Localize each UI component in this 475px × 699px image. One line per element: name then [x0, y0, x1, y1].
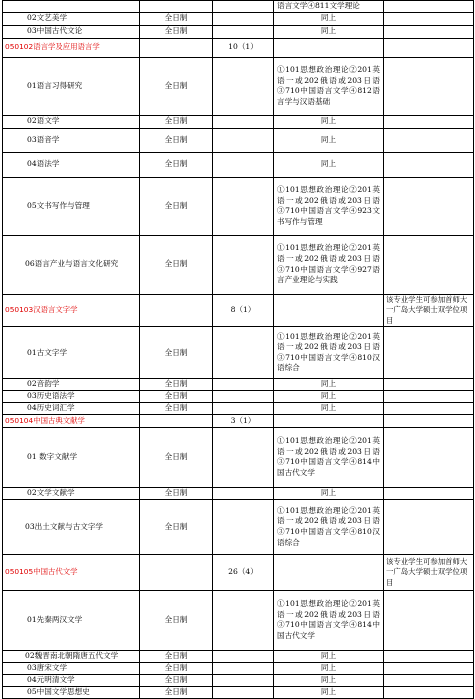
direction-row [3, 12, 474, 25]
major-row [3, 38, 474, 57]
mode-cell [140, 38, 213, 57]
direction-name: 03唐宋文学 [3, 662, 140, 674]
direction-row [3, 650, 474, 662]
direction-name: 02魏晋南北朝隋唐五代文学 [3, 650, 140, 662]
direction-name: 02文学文献学 [3, 487, 140, 499]
direction-name: 02文艺美学 [3, 12, 140, 25]
count-cell [213, 487, 274, 499]
exam-subjects: 同上 [274, 390, 384, 402]
count-cell [213, 499, 274, 554]
count-cell [213, 25, 274, 38]
direction-row [3, 235, 474, 294]
exam-subjects: 同上 [274, 128, 384, 152]
direction-row [3, 674, 474, 686]
exam-subjects: 同上 [274, 115, 384, 128]
study-mode: 全日制 [140, 590, 213, 650]
direction-name: 02音韵学 [3, 379, 140, 391]
remark-cell [384, 327, 474, 379]
remark-cell: 该专业学生可参加首师大一广岛大学硕士双学位项目 [384, 294, 474, 327]
direction-name: 03语音学 [3, 128, 140, 152]
remark-cell [384, 499, 474, 554]
study-mode [140, 1, 213, 13]
exam-subjects: 同上 [274, 402, 384, 414]
direction-row [3, 1, 474, 13]
remark-cell [384, 414, 474, 427]
exam-subjects: 同上 [274, 650, 384, 662]
study-mode: 全日制 [140, 686, 213, 698]
direction-name: 05中国文学思想史 [3, 686, 140, 698]
direction-name: 01语言习得研究 [3, 57, 140, 115]
major-name: 050105中国古代文学 [3, 554, 140, 590]
remark-cell [384, 12, 474, 25]
remark-cell [384, 152, 474, 177]
exam-subjects: ①101思想政治理论②201英语一或202俄语或203日语③710中国语言文学④812语言学与汉语基础 [274, 57, 384, 115]
direction-row [3, 25, 474, 38]
remark-cell [384, 402, 474, 414]
study-mode: 全日制 [140, 152, 213, 177]
remark-cell [384, 128, 474, 152]
remark-cell [384, 674, 474, 686]
remark-cell [384, 487, 474, 499]
count-cell [213, 12, 274, 25]
remark-cell: 该专业学生可参加首师大一广岛大学硕士双学位项目 [384, 554, 474, 590]
count-cell [213, 650, 274, 662]
direction-row [3, 327, 474, 379]
remark-cell [384, 390, 474, 402]
study-mode: 全日制 [140, 25, 213, 38]
mode-cell [140, 294, 213, 327]
exam-subjects: 同上 [274, 662, 384, 674]
direction-row [3, 177, 474, 235]
study-mode: 全日制 [140, 662, 213, 674]
study-mode: 全日制 [140, 57, 213, 115]
study-mode: 全日制 [140, 115, 213, 128]
direction-name: 02语文学 [3, 115, 140, 128]
exam-subjects: 同上 [274, 379, 384, 391]
direction-row [3, 115, 474, 128]
direction-row [3, 128, 474, 152]
exam-subjects: ①101思想政治理论②201英语一或202俄语或203日语③710中国语言文学④814中国古代文学 [274, 427, 384, 487]
exam-subjects: 同上 [274, 487, 384, 499]
count-cell [213, 115, 274, 128]
exam-subjects: 同上 [274, 686, 384, 698]
direction-name: 06语言产业与语言文化研究 [3, 235, 140, 294]
direction-name: 05文书写作与管理 [3, 177, 140, 235]
study-mode: 全日制 [140, 390, 213, 402]
study-mode: 全日制 [140, 177, 213, 235]
count-cell [213, 128, 274, 152]
study-mode: 全日制 [140, 379, 213, 391]
direction-name: 03出土文献与古文字学 [3, 499, 140, 554]
count-cell [213, 57, 274, 115]
exam-subjects: ①101思想政治理论②201英语一或202俄语或203日语③710中国语言文学④810汉语综合 [274, 327, 384, 379]
study-mode: 全日制 [140, 235, 213, 294]
study-mode: 全日制 [140, 402, 213, 414]
direction-name: 01 数字文献学 [3, 427, 140, 487]
direction-row [3, 57, 474, 115]
enrollment-count: 3（1） [213, 414, 274, 427]
direction-name: 03历史语法学 [3, 390, 140, 402]
direction-row [3, 686, 474, 698]
remark-cell [384, 650, 474, 662]
remark-cell [384, 57, 474, 115]
exam-subjects: ①101思想政治理论②201英语一或202俄语或203日语③710中国语言文学④810汉语综合 [274, 499, 384, 554]
remark-cell [384, 38, 474, 57]
study-mode: 全日制 [140, 12, 213, 25]
study-mode: 全日制 [140, 674, 213, 686]
count-cell [213, 402, 274, 414]
count-cell [213, 390, 274, 402]
exam-cell [274, 414, 384, 427]
exam-subjects: ①101思想政治理论②201英语一或202俄语或203日语③710中国语言文学④814中国古代文学 [274, 590, 384, 650]
direction-name: 04历史词汇学 [3, 402, 140, 414]
exam-cell [274, 554, 384, 590]
mode-cell [140, 414, 213, 427]
direction-row [3, 499, 474, 554]
direction-row [3, 379, 474, 391]
exam-subjects: ①101思想政治理论②201英语一或202俄语或203日语③710中国语言文学④923文书写作与管理 [274, 177, 384, 235]
remark-cell [384, 427, 474, 487]
remark-cell [384, 662, 474, 674]
exam-subjects: ①101思想政治理论②201英语一或202俄语或203日语③710中国语言文学④927语言产业理论与实践 [274, 235, 384, 294]
mode-cell [140, 554, 213, 590]
admissions-table [2, 0, 474, 699]
remark-cell [384, 115, 474, 128]
remark-cell [384, 25, 474, 38]
direction-name [3, 1, 140, 13]
direction-row [3, 152, 474, 177]
count-cell [213, 152, 274, 177]
direction-name: 01先秦两汉文学 [3, 590, 140, 650]
major-row [3, 554, 474, 590]
count-cell [213, 235, 274, 294]
major-name: 050102语言学及应用语言学 [3, 38, 140, 57]
enrollment-count: 26（4） [213, 554, 274, 590]
exam-subjects: 同上 [274, 152, 384, 177]
study-mode: 全日制 [140, 487, 213, 499]
remark-cell [384, 379, 474, 391]
direction-name: 01古文字学 [3, 327, 140, 379]
enrollment-count: 10（1） [213, 38, 274, 57]
major-name: 050103汉语言文字学 [3, 294, 140, 327]
count-cell [213, 686, 274, 698]
direction-row [3, 662, 474, 674]
study-mode: 全日制 [140, 499, 213, 554]
major-row [3, 414, 474, 427]
remark-cell [384, 686, 474, 698]
exam-subjects: 同上 [274, 12, 384, 25]
exam-cell [274, 294, 384, 327]
direction-name: 03中国古代文论 [3, 25, 140, 38]
direction-row [3, 487, 474, 499]
remark-cell [384, 590, 474, 650]
count-cell [213, 177, 274, 235]
count-cell [213, 379, 274, 391]
exam-subjects: 同上 [274, 674, 384, 686]
count-cell [213, 327, 274, 379]
exam-subjects: 同上 [274, 25, 384, 38]
direction-row [3, 590, 474, 650]
major-name: 050104中国古典文献学 [3, 414, 140, 427]
count-cell [213, 674, 274, 686]
count-cell [213, 662, 274, 674]
remark-cell [384, 1, 474, 13]
count-cell [213, 427, 274, 487]
enrollment-count: 8（1） [213, 294, 274, 327]
study-mode: 全日制 [140, 327, 213, 379]
major-row [3, 294, 474, 327]
direction-name: 04元明清文学 [3, 674, 140, 686]
direction-row [3, 427, 474, 487]
study-mode: 全日制 [140, 650, 213, 662]
study-mode: 全日制 [140, 128, 213, 152]
count-cell [213, 1, 274, 13]
remark-cell [384, 177, 474, 235]
count-cell [213, 590, 274, 650]
direction-name: 04语法学 [3, 152, 140, 177]
study-mode: 全日制 [140, 427, 213, 487]
exam-subjects: 语言文学④811文学理论 [274, 1, 384, 13]
direction-row [3, 402, 474, 414]
direction-row [3, 390, 474, 402]
remark-cell [384, 235, 474, 294]
admissions-table-body [3, 1, 474, 699]
exam-cell [274, 38, 384, 57]
